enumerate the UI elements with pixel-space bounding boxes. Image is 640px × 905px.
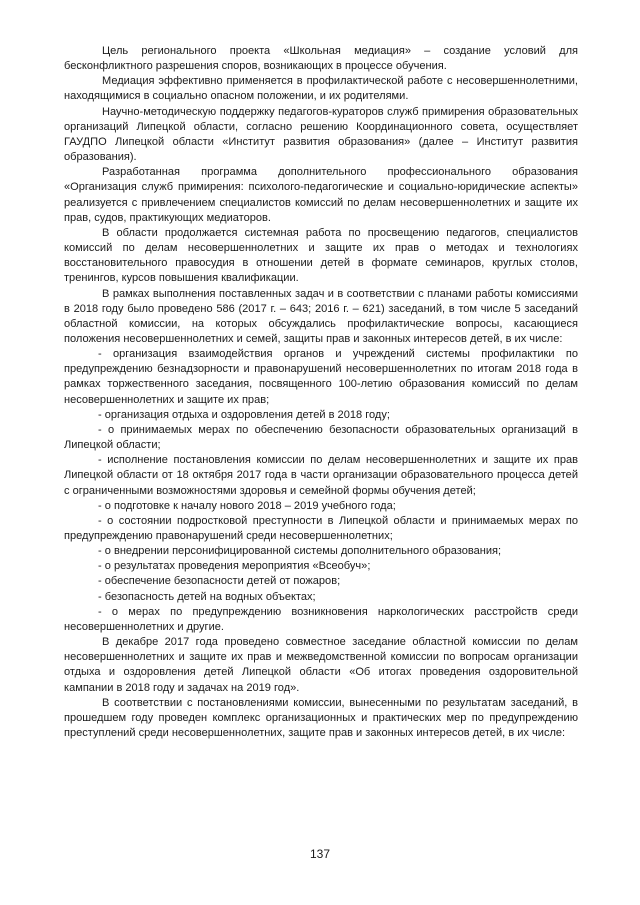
paragraph: Цель регионального проекта «Школьная медиация» – создание условий для бесконфликтного разрешения споров, возникающих в процессе обучения. xyxy=(64,45,578,73)
paragraph: В декабре 2017 года проведено совместное заседание областной комиссии по делам несовершеннолетних и защите их прав и межведомственной комиссии по вопросам организации отдыха и оздоровления детей Липецкой области «Об итогах проведения оздоровительной кампании в 2018 году и задачах на 2019 год». xyxy=(64,636,578,694)
list-item: - о внедрении персонифицированной системы дополнительного образования; xyxy=(98,545,502,558)
paragraph: В соответствии с постановлениями комиссии, вынесенными по результатам заседаний, в прошедшем году проведен комплекс организационных и практических мер по предупреждению преступлений среди несовершеннолетних, защите прав и законных интересов детей, в их числе: xyxy=(64,696,578,740)
document-body xyxy=(64,44,578,741)
list-item: - о мерах по предупреждению возникновения наркологических расстройств среди несовершеннолетних и другие. xyxy=(64,605,578,633)
list-item: - о результатах проведения мероприятия «Всеобуч»; xyxy=(98,560,371,573)
list-item: - организация взаимодействия органов и учреждений системы профилактики по предупреждению безнадзорности и правонарушений несовершеннолетних по итогам 2018 года в рамках торжественного заседания, посвященного 100-летию образования комиссий по делам несовершеннолетних и защите их прав; xyxy=(64,348,578,406)
list-item: - о принимаемых мерах по обеспечению безопасности образовательных организаций в Липецкой области; xyxy=(64,423,578,452)
paragraph: Разработанная программа дополнительного профессионального образования «Организация служб примирения: психолого-педагогические и социально-юридические аспекты» реализуется с привлечением специалистов комиссий по делам несовершеннолетних и защите их прав, судов, практикующих медиаторов. xyxy=(64,166,578,224)
paragraph: Медиация эффективно применяется в профилактической работе с несовершеннолетними, находящимися в социально опасном положении, и их родителями. xyxy=(64,75,578,103)
list-item: - организация отдыха и оздоровления детей в 2018 году; xyxy=(98,408,390,421)
list-item: - о подготовке к началу нового 2018 – 2019 учебного года; xyxy=(98,499,396,512)
paragraph: В рамках выполнения поставленных задач и в соответствии с планами работы комиссиями в 2018 году было проведено 586 (2017 г. – 643; 2016 г. – 621) заседаний, в том числе 5 заседаний областной комиссии, на которых обсуждались профилактические вопросы, касающиеся положения несовершеннолетних и семей, защиты прав и законных интересов детей, в их числе: xyxy=(64,287,578,345)
page-number: 137 xyxy=(309,847,331,861)
paragraph: Научно-методическую поддержку педагогов-кураторов служб примирения образовательных организаций Липецкой области, согласно решению Координационного совета, осуществляет ГАУДПО Липецкой области «Институт развития образования» (далее – Институт развития образования). xyxy=(64,105,578,164)
paragraph: В области продолжается системная работа по просвещению педагогов, специалистов комиссий по делам несовершеннолетних и защите их прав о методах и технологиях восстановительного правосудия в отношении детей в формате семинаров, круглых столов, тренингов, курсов повышения квалификации. xyxy=(64,226,578,285)
list-item: - обеспечение безопасности детей от пожаров; xyxy=(98,575,341,588)
list-item: - безопасность детей на водных объектах; xyxy=(98,590,316,603)
list-item: - исполнение постановления комиссии по делам несовершеннолетних и защите их прав Липецкой области от 18 октября 2017 года в части организации образовательного процесса детей с ограниченными возможностями здоровья и семейной формы обучения детей; xyxy=(64,454,578,497)
list-item: - о состоянии подростковой преступности в Липецкой области и принимаемых мерах по предупреждению правонарушений среди несовершеннолетних; xyxy=(64,514,578,542)
